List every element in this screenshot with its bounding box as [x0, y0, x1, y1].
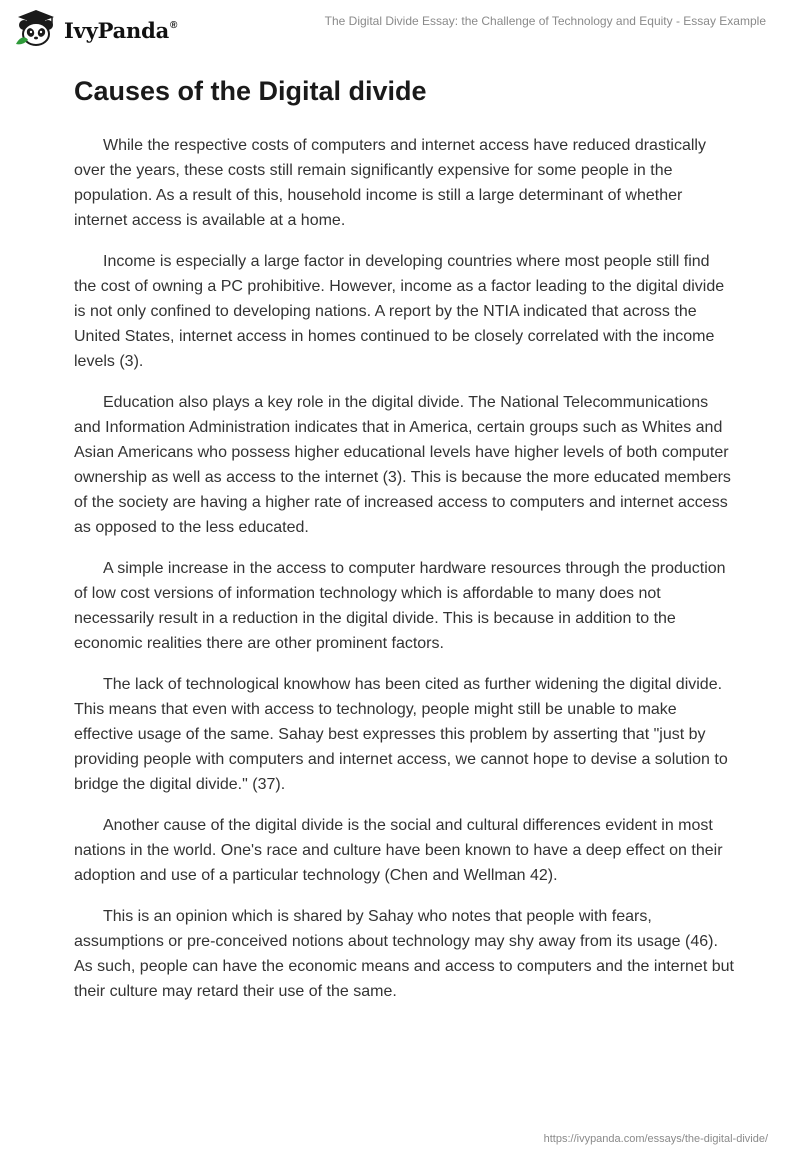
registered-mark: ®	[170, 19, 178, 31]
ivypanda-logo[interactable]	[14, 8, 177, 48]
document-title: The Digital Divide Essay: the Challenge of Technology and Equity - Essay Example	[324, 14, 766, 28]
page-title: Causes of the Digital divide	[74, 76, 427, 106]
paragraph: A simple increase in the access to computer hardware resources through the production of low cost versions of information technology which is affordable to many does not necessarily result in a reduction in the digital divide. This is because in addition to the economic realities there are other prominent factors.	[74, 560, 726, 652]
article-body	[74, 133, 734, 1020]
paragraph: While the respective costs of computers and internet access have reduced drastically over the years, these costs still remain significantly expensive for some people in the population. As a result of this, household income is still a large determinant of whether internet access is available at a home.	[74, 137, 706, 229]
source-url-link[interactable]: https://ivypanda.com/essays/the-digital-divide/	[543, 1133, 768, 1145]
paragraph: The lack of technological knowhow has been cited as further widening the digital divide. This means that even with access to technology, people might still be unable to make effective usage of the same. Sahay best expresses this problem by asserting that "just by providing people with computers and internet access, we cannot hope to devise a solution to bridge the digital divide." (37).	[74, 676, 728, 793]
page-header	[0, 0, 800, 56]
paragraph: Another cause of the digital divide is the social and cultural differences evident in most nations in the world. One's race and culture have been known to have a deep effect on their adoption and use of a particular technology (Chen and Wellman 42).	[74, 817, 723, 884]
paragraph: Income is especially a large factor in developing countries where most people still find the cost of owning a PC prohibitive. However, income as a factor leading to the digital divide is not only confined to developing nations. A report by the NTIA indicated that across the United States, internet access in homes continued to be closely correlated with the income levels (3).	[74, 253, 725, 370]
panda-graduate-icon	[14, 8, 58, 48]
brand-name: IvyPanda®	[64, 17, 178, 43]
paragraph: This is an opinion which is shared by Sahay who notes that people with fears, assumptions or pre-conceived notions about technology may shy away from its usage (46). As such, people can have the economic means and access to computers and the internet but their culture may retard their use of the same.	[74, 908, 734, 1000]
paragraph: Education also plays a key role in the digital divide. The National Telecommunications and Information Administration indicates that in America, certain groups such as Whites and Asian Americans who possess higher educational levels have higher levels of both computer ownership as well as access to the internet (3). This is because the more educated members of the society are having a higher rate of increased access to computers and internet access as opposed to the less educated.	[74, 394, 731, 536]
